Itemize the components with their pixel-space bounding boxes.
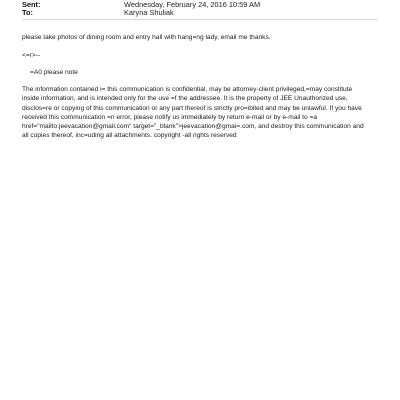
- header-divider: [22, 19, 378, 20]
- disclaimer-line: all copies thereof, inc=uding all attachments. copyright -all rights reserved: [22, 132, 237, 140]
- disclaimer-line: The information contained i= this communication is confidential, may be attorney-client privileged,=may constitute: [22, 86, 353, 93]
- to-label: To:: [22, 8, 33, 17]
- disclaimer-line: href="mailto:jeevacation@gmail.com" target="_blank">jeevacation@gmai=.com, and destroy this communication and: [22, 123, 364, 131]
- disclaimer-line: inside information, and is intended only for the use =f the addressee. It is the property of JEE Unauthorized use,: [22, 95, 348, 103]
- disclaimer-line: disclos=re or copying of this communication or any part thereof is strictly pro=ibited and may be unlawful. If you have: [22, 104, 362, 112]
- message-note-line: =A0 please note: [30, 69, 78, 76]
- sent-date: Wednesday, February 24, 2016 10:59 AM: [124, 0, 261, 9]
- disclaimer-line: received this communication =n error, please notify us immediately by return e-mail or by e-mail to =a: [22, 113, 318, 121]
- confidentiality-disclaimer: [22, 85, 382, 141]
- message-tag-line: <=r>--: [22, 52, 41, 59]
- message-request-line: please take photos of dining room and entry hall with hang=ng lady, email me thanks.: [22, 34, 271, 41]
- sent-label: Sent:: [22, 0, 41, 9]
- to-recipient: Karyna Shuliak: [124, 8, 174, 17]
